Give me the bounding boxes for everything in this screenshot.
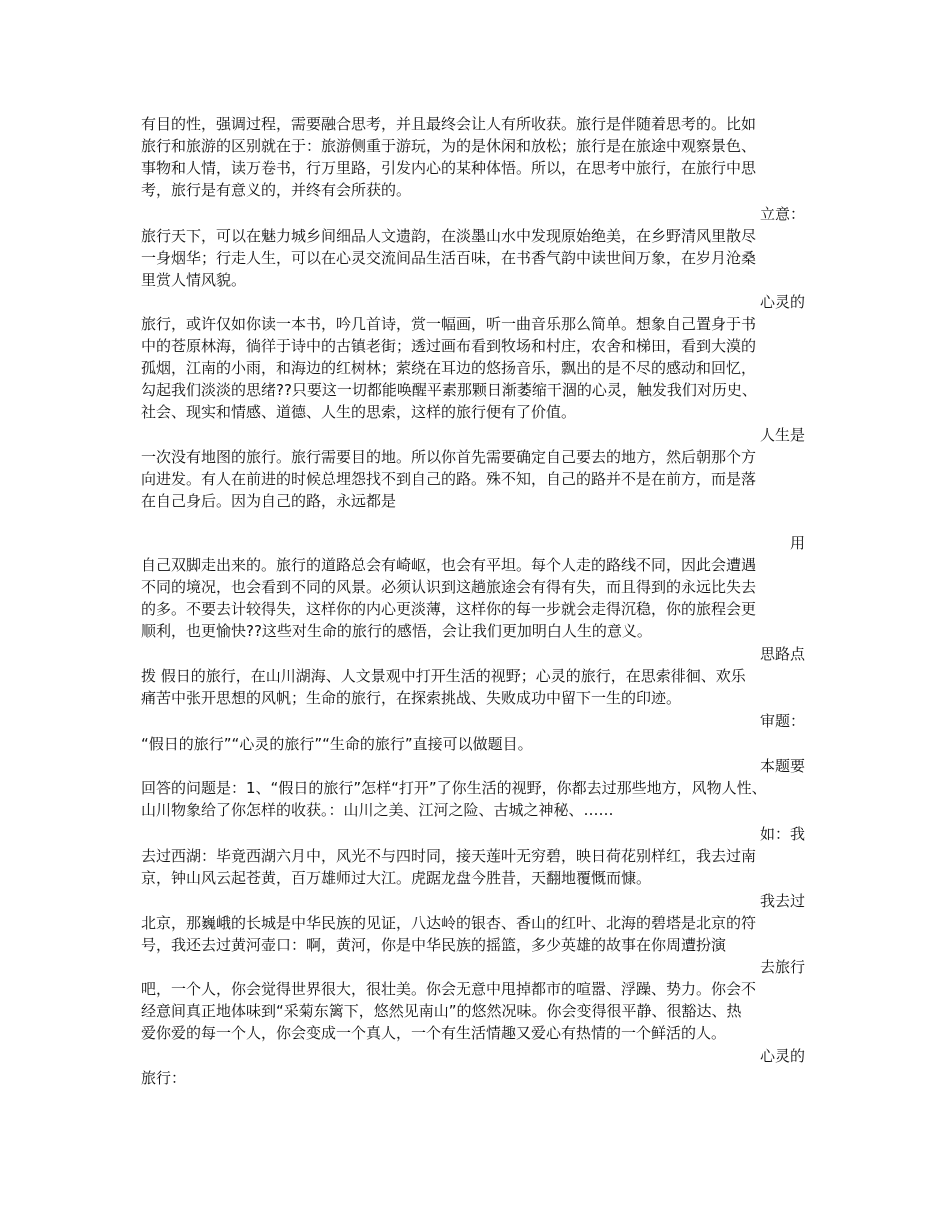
text-line: 有目的性，强调过程，需要融合思考，并且最终会让人有所收获。旅行是伴随着思考的。比如 <box>141 115 757 133</box>
text-line: 向进发。有人在前进的时候总埋怨找不到自己的路。殊不知，自己的路并不是在前方，而是落 <box>141 470 757 488</box>
section-heading: 本题要 <box>759 757 805 775</box>
section-heading: 去旅行 <box>759 958 805 976</box>
text-line: 旅行天下，可以在魅力城乡间细品人文遗韵，在淡墨山水中发现原始绝美，在乡野清风里散尽 <box>141 227 757 245</box>
text-line: 号，我还去过黄河壶口：啊，黄河，你是中华民族的摇篮，多少英雄的故事在你周遭扮演 <box>141 936 727 954</box>
text-line: 的多。不要去计较得失，这样你的内心更淡薄，这样你的每一步就会走得沉稳，你的旅程会更 <box>141 600 757 618</box>
section-heading: 思路点 <box>759 645 805 663</box>
text-line: 孤烟，江南的小雨，和海边的红树林；萦绕在耳边的悠扬音乐，飘出的是不尽的感动和回忆， <box>141 359 757 377</box>
text-line: “假日的旅行”“心灵的旅行”“生命的旅行”直接可以做题目。 <box>141 735 533 753</box>
section-heading: 审题： <box>759 712 805 730</box>
text-line: 山川物象给了你怎样的收获。：山川之美、江河之险、古城之神秘、…… <box>141 801 614 819</box>
section-heading: 立意： <box>759 205 805 223</box>
text-line: 社会、现实和情感、道德、人生的思索，这样的旅行便有了价值。 <box>141 403 577 421</box>
text-line: 自己双脚走出来的。旅行的道路总会有崎岖，也会有平坦。每个人走的路线不同，因此会遭遇 <box>141 556 757 574</box>
text-line: 旅行和旅游的区别就在于：旅游侧重于游玩，为的是休闲和放松；旅行是在旅途中观察景色、 <box>141 137 757 155</box>
section-heading: 如：我 <box>759 825 805 843</box>
section-heading: 我去过 <box>759 892 805 910</box>
text-line: 在自己身后。因为自己的路，永远都是 <box>141 492 397 510</box>
text-line: 事物和人情，读万卷书，行万里路，引发内心的某种体悟。所以，在思考中旅行，在旅行中思 <box>141 159 757 177</box>
text-line: 京，钟山风云起苍黄，百万雄师过大江。虎踞龙盘今胜昔，天翻地覆慨而慷。 <box>141 869 652 887</box>
text-line: 经意间真正地体味到“采菊东篱下，悠然见南山”的悠然况味。你会变得很平静、很豁达、热 <box>141 1002 742 1020</box>
text-line: 考，旅行是有意义的，并终有会所获的。 <box>141 181 412 199</box>
section-heading: 人生是 <box>759 426 805 444</box>
text-line: 里赏人情风貌。 <box>141 271 247 289</box>
text-line: 拨 假日的旅行，在山川湖海、人文景观中打开生活的视野；心灵的旅行，在思索徘徊、欢乐 <box>141 667 746 685</box>
text-line: 北京，那巍峨的长城是中华民族的见证，八达岭的银杏、香山的红叶、北海的碧塔是北京的符 <box>141 914 757 932</box>
text-line: 顺利，也更愉快??这些对生命的旅行的感悟，会让我们更加明白人生的意义。 <box>141 622 652 640</box>
text-line: 一身烟华；行走人生，可以在心灵交流间品生活百味，在书香气韵中读世间万象，在岁月沧桑 <box>141 249 757 267</box>
text-line: 中的苍原林海，徜徉于诗中的古镇老街；透过画布看到牧场和村庄，农舍和梯田，看到大漠的 <box>141 337 757 355</box>
text-line: 回答的问题是：1、“假日的旅行”怎样“打开”了你生活的视野，你都去过那些地方，风物人性、 <box>141 779 767 797</box>
text-line: 旅行： <box>141 1069 187 1087</box>
text-line: 吧，一个人，你会觉得世界很大，很壮美。你会无意中甩掉都市的喧嚣、浮躁、势力。你会不 <box>141 980 757 998</box>
section-heading: 心灵的 <box>759 293 805 311</box>
text-line: 不同的境况，也会看到不同的风景。必须认识到这趟旅途会有得有失，而且得到的永远比失去 <box>141 578 757 596</box>
text-line: 旅行，或许仅如你读一本书，吟几首诗，赏一幅画，听一曲音乐那么简单。想象自己置身于书 <box>141 315 757 333</box>
text-line: 去过西湖：毕竟西湖六月中，风光不与四时同，接天莲叶无穷碧，映日荷花别样红，我去过南 <box>141 847 757 865</box>
text-line: 勾起我们淡淡的思绪??只要这一切都能唤醒平素那颗日渐萎缩干涸的心灵，触发我们对历史、 <box>141 381 757 399</box>
section-heading: 用 <box>789 534 805 552</box>
text-line: 痛苦中张开思想的风帆；生命的旅行，在探索挑战、失败成功中留下一生的印迹。 <box>141 689 682 707</box>
text-line: 爱你爱的每一个人，你会变成一个真人，一个有生活情趣又爱心有热情的一个鲜活的人。 <box>141 1024 727 1042</box>
text-line: 一次没有地图的旅行。旅行需要目的地。所以你首先需要确定自己要去的地方，然后朝那个方 <box>141 448 757 466</box>
section-heading: 心灵的 <box>759 1047 805 1065</box>
